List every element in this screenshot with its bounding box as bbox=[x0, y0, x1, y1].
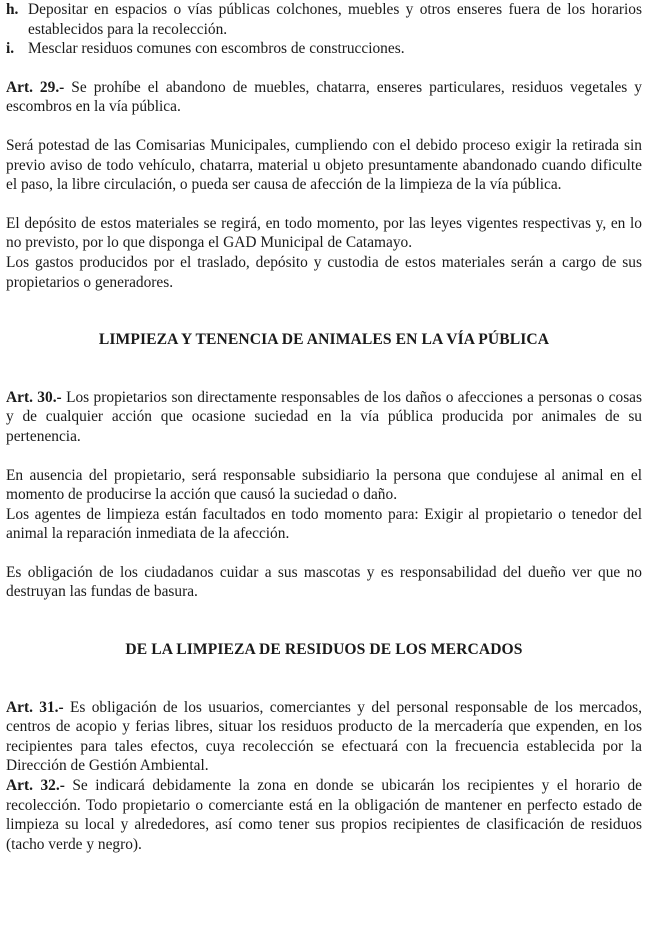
section-heading-mercados: DE LA LIMPIEZA DE RESIDUOS DE LOS MERCADOS bbox=[125, 641, 523, 659]
paragraph-mascotas: Es obligación de los ciudadanos cuidar a sus mascotas y es responsabilidad del dueño ver que no destruyan las fundas de basura. bbox=[6, 563, 642, 601]
article-31 bbox=[6, 698, 642, 776]
article-30 bbox=[6, 388, 642, 447]
paragraph-comisarias: Será potestad de las Comisarias Municipales, cumpliendo con el debido proceso exigir la retirada sin previo aviso de todo vehículo, chatarra, material u objeto presuntamente abandonado cuando dificulte el paso, la libre circulación, o pueda ser causa de afección de la limpieza de la vía pública. bbox=[6, 136, 642, 194]
section-heading-animales: LIMPIEZA Y TENENCIA DE ANIMALES EN LA VÍA PÚBLICA bbox=[98, 331, 550, 349]
list-item-i bbox=[6, 39, 642, 59]
article-label: Art. 29.- bbox=[6, 78, 65, 96]
article-29 bbox=[6, 78, 642, 117]
article-label: Art. 32.- bbox=[6, 777, 65, 795]
paragraph-deposito: El depósito de estos materiales se regirá, en todo momento, por las leyes vigentes respectivas y, en lo no previsto, por lo que disponga el GAD Municipal de Catamayo. bbox=[6, 214, 642, 252]
article-32 bbox=[6, 776, 642, 854]
paragraph-ausencia: En ausencia del propietario, será responsable subsidiario la persona que condujese al animal en el momento de producirse la acción que causó la suciedad o daño. bbox=[6, 466, 642, 504]
paragraph-gastos: Los gastos producidos por el traslado, depósito y custodia de estos materiales serán a cargo de sus propietarios o generadores. bbox=[6, 253, 642, 291]
list-text: Mesclar residuos comunes con escombros de construcciones. bbox=[28, 40, 405, 58]
article-text: Es obligación de los usuarios, comerciantes y del personal responsable de los mercados, centros de acopio y ferias libres, situar los residuos producto de la mercadería que expenden, en los recipientes para tales efectos, cuya recolección se efectuará con la frecuencia establecida por la Dirección de Gestión Ambiental. bbox=[6, 698, 642, 775]
article-text: Se prohíbe el abandono de muebles, chatarra, enseres particulares, residuos vegetales y escombros en la vía pública. bbox=[6, 78, 642, 116]
article-label: Art. 30.- bbox=[6, 388, 62, 406]
list-item-h bbox=[6, 0, 642, 39]
list-marker: i. bbox=[6, 40, 15, 58]
article-text: Se indicará debidamente la zona en donde se ubicarán los recipientes y el horario de recolección. Todo propietario o comerciante está en la obligación de mantener en perfecto estado de limpieza su local y alrededores, así como tener sus propios recipientes de clasificación de residuos (tacho verde y negro). bbox=[6, 777, 642, 853]
list-text: Depositar en espacios o vías públicas colchones, muebles y otros enseres fuera de los horarios establecidos para la recolección. bbox=[28, 1, 642, 38]
paragraph-agentes: Los agentes de limpieza están facultados en todo momento para: Exigir al propietario o tenedor del animal la reparación inmediata de la afección. bbox=[6, 505, 642, 543]
article-label: Art. 31.- bbox=[6, 698, 64, 716]
list-marker: h. bbox=[6, 1, 19, 18]
article-text: Los propietarios son directamente responsables de los daños o afecciones a personas o cosas y de cualquier acción que ocasione suciedad en la vía pública producida por animales de su pertenencia. bbox=[6, 388, 642, 445]
